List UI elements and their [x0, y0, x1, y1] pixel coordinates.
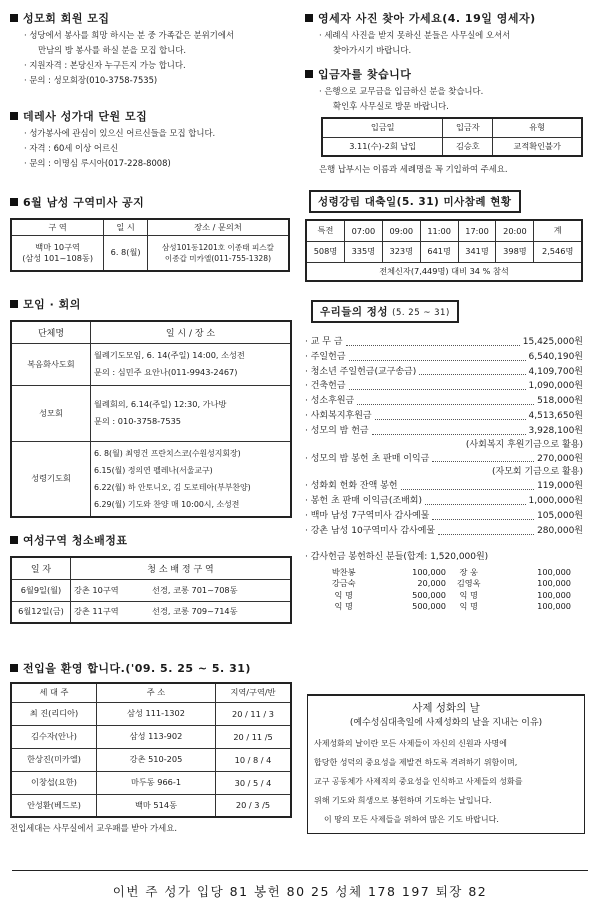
- offering-name: · 교 무 금: [305, 337, 343, 347]
- region: 10 / 8 / 4: [216, 748, 292, 771]
- square-bullet-icon: [10, 300, 18, 308]
- group-details: 6. 8(월) 최영건 프란치스코(수원성지회장) 6.15(월) 정의연 펠레나(서울교구) 6.22(월) 하 안토니오, 김 도로테아(부부찬양) 6.29(월) 기도와 찬양 매 10:00시, 소성전: [91, 441, 292, 517]
- choir-line: · 자격 : 60세 이상 어르신: [24, 143, 119, 153]
- header-cell: 일 시: [104, 219, 148, 235]
- header-cell: 일 자: [11, 557, 71, 579]
- group-name: 성모회: [11, 385, 91, 441]
- mens-mass-table: [10, 218, 290, 272]
- saints-day-title: 사제 성화의 날: [412, 702, 480, 714]
- offering-row: [305, 365, 583, 380]
- header-cell: 20:00: [496, 220, 534, 241]
- donor-amount: 100,000: [537, 589, 571, 600]
- recruit-line: · 지원자격 : 본당신자 누구든지 가능 합니다.: [24, 60, 186, 70]
- offering-row: [305, 335, 583, 350]
- meetings-title: 모임 · 회의: [10, 296, 292, 312]
- header-cell: 계: [534, 220, 582, 241]
- offering-row: [305, 350, 583, 365]
- donor-name: 익 명: [459, 601, 478, 612]
- header-cell: 청 소 배 정 구 역: [71, 557, 292, 579]
- donor-name: 강금숙: [331, 578, 356, 589]
- attendance-value: 508명: [306, 241, 344, 262]
- header-cell: 특전: [306, 220, 344, 241]
- header-cell: 지역/구역/반: [216, 683, 292, 702]
- offering-row: [305, 494, 583, 509]
- offering-amount: 4,513,650원: [528, 410, 583, 421]
- square-bullet-icon: [305, 14, 313, 22]
- cleaning-title: 여성구역 청소배정표: [10, 532, 292, 548]
- attendance-value: 398명: [496, 241, 534, 262]
- leader-dots: [432, 452, 534, 463]
- leader-dots: [375, 409, 526, 420]
- recruit-title: 성모회 회원 모집: [10, 10, 234, 26]
- recruit-line: · 성당에서 봉사를 희망 하시는 분 중 가족같은 분위기에서: [24, 30, 235, 40]
- header-cell: 입금일: [322, 118, 443, 137]
- leader-dots: [419, 365, 525, 376]
- square-bullet-icon: [10, 198, 18, 206]
- newcomers-section: [10, 660, 292, 836]
- donor-table: [321, 567, 571, 613]
- attendance-value: 2,546명: [534, 241, 582, 262]
- offering-name: · 봉헌 초 판매 이익금(조배회): [305, 496, 422, 507]
- header-cell: 09:00: [382, 220, 420, 241]
- offering-amount: 518,000원: [537, 396, 583, 407]
- offering-row: [305, 394, 583, 409]
- attendance-summary: 전체신자(7,449명) 대비 34 % 참석: [306, 262, 582, 281]
- recruit-line: 만남의 방 봉사를 하실 분을 모집 합니다.: [38, 45, 187, 55]
- depositor-table: [321, 117, 583, 157]
- donor-amount: 500,000: [412, 601, 446, 612]
- donor-name: 박찬봉: [331, 566, 356, 577]
- offering-name: · 건축헌금: [305, 381, 346, 392]
- depositor-name: 김승호: [443, 137, 493, 156]
- donor-amount: 500,000: [412, 589, 446, 600]
- deposit-type: 교적확인불가: [493, 137, 582, 156]
- leader-dots: [349, 379, 526, 390]
- attendance-value: 341명: [458, 241, 496, 262]
- donor-row: [321, 578, 571, 590]
- area-cell: 백마 10구역 (삼성 101~108동): [11, 235, 104, 271]
- date-cell: 6. 8(월): [104, 235, 148, 271]
- offering-list: [305, 335, 583, 539]
- offering-name: · 사회복지후원금: [305, 410, 372, 421]
- offering-name: · 성화회 헌화 잔액 봉헌: [305, 481, 398, 492]
- date-cell: 6월12일(금): [11, 601, 71, 623]
- footer-divider: [12, 870, 588, 871]
- attendance-value: 323명: [382, 241, 420, 262]
- newcomers-table: [10, 682, 292, 818]
- depositor-line: · 은행으로 교무금을 입금하신 분을 찾습니다.: [319, 86, 484, 96]
- donor-amount: 100,000: [537, 578, 571, 589]
- header-cell: 07:00: [344, 220, 382, 241]
- baptism-photo-line: · 세례식 사진을 받지 못하신 분들은 사무실에 오셔서: [319, 30, 511, 40]
- offering-name: · 성모의 밤 헌금: [305, 425, 369, 436]
- header-cell: 11:00: [420, 220, 458, 241]
- offering-amount: 6,540,190원: [528, 351, 583, 362]
- square-bullet-icon: [10, 536, 18, 544]
- saints-day-box: [307, 694, 585, 834]
- depositor-title: 입금자를 찾습니다: [305, 66, 583, 82]
- choir-section: [10, 108, 215, 171]
- hymn-footer: 이번 주 성가 입당 81 봉헌 80 25 성체 178 197 퇴장 82: [112, 884, 488, 899]
- newcomers-title: 전입을 환영 합니다.('09. 5. 25 ~ 5. 31): [10, 660, 292, 676]
- household-head: 한상진(미카엘): [11, 748, 97, 771]
- offering-row: [305, 524, 583, 539]
- donor-row: [321, 601, 571, 613]
- offering-row: [305, 509, 583, 524]
- cleaning-table: [10, 556, 292, 624]
- header-cell: 구 역: [11, 219, 104, 235]
- offering-amount: 15,425,000원: [522, 337, 583, 347]
- address: 마두동 966-1: [97, 771, 216, 794]
- building-cell: 선경, 코롱 709~714동: [149, 601, 291, 623]
- donor-row: [321, 590, 571, 602]
- meetings-section: [10, 296, 292, 518]
- donor-amount: 20,000: [417, 578, 446, 589]
- donor-name: 익 명: [459, 589, 478, 600]
- offering-name: · 성모의 밤 봉헌 초 판매 이익금: [305, 453, 430, 464]
- offering-row: [305, 379, 583, 394]
- saints-day-subtitle: (예수성심대축일에 사제성화의 날을 지내는 이유): [349, 718, 543, 728]
- square-bullet-icon: [10, 14, 18, 22]
- offering-row: [305, 452, 583, 467]
- offering-amount: 1,000,000원: [528, 496, 583, 507]
- mens-mass-title: 6월 남성 구역미사 공지: [10, 194, 290, 210]
- donor-row: [321, 567, 571, 579]
- area-cell: 강촌 10구역: [71, 579, 150, 601]
- attendance-value: 335명: [344, 241, 382, 262]
- address: 삼성 113-902: [97, 725, 216, 748]
- cleaning-section: [10, 532, 292, 624]
- offering-note: (사회복지 후원기금으로 활용): [465, 439, 583, 450]
- area-cell: 강촌 11구역: [71, 601, 150, 623]
- donor-name: 익 명: [334, 589, 353, 600]
- leader-dots: [438, 524, 534, 535]
- depositor-note: 은행 납부시는 이름과 세례명을 꼭 기입하여 주세요.: [319, 164, 508, 174]
- household-head: 김수자(안나): [11, 725, 97, 748]
- offering-row: [305, 424, 583, 439]
- offering-note: (자모회 기금으로 활용): [492, 467, 583, 478]
- leader-dots: [372, 424, 526, 435]
- header-cell: 유형: [493, 118, 582, 137]
- pentecost-section: [305, 190, 583, 282]
- header-cell: 장소 / 문의처: [147, 219, 289, 235]
- leader-dots: [432, 509, 534, 520]
- date-cell: 6월9일(월): [11, 579, 71, 601]
- building-cell: 선경, 코롱 701~708동: [149, 579, 291, 601]
- offering-name: · 주일헌금: [305, 351, 346, 362]
- depositor-line: 확인후 사무실로 방문 바랍니다.: [333, 101, 449, 111]
- depositor-section: [305, 66, 583, 177]
- offering-amount: 3,928,100원: [528, 425, 583, 436]
- choir-line: · 문의 : 이명심 루시아(017-228-8008): [24, 158, 171, 168]
- group-details: 월례회의, 6.14(주일) 12:30, 가나방 문의 : 010-3758-7535: [91, 385, 292, 441]
- group-name: 성령기도회: [11, 441, 91, 517]
- meetings-table: [10, 320, 292, 518]
- choir-title: 데레사 성가대 단원 모집: [10, 108, 215, 124]
- recruit-line: · 문의 : 성모회장(010-3758-7535): [24, 75, 158, 85]
- baptism-photo-line: 찾아가시기 바랍니다.: [333, 45, 412, 55]
- offering-amount: 105,000원: [537, 510, 583, 521]
- newcomers-note: 전입세대는 사무실에서 교우패를 받아 가세요.: [10, 823, 178, 833]
- offering-name: · 백마 남성 7구역미사 감사예물: [305, 510, 430, 521]
- region: 20 / 3 /5: [216, 794, 292, 817]
- offering-name: · 강촌 남성 10구역미사 감사예물: [305, 525, 436, 536]
- saints-day-body: 사제성화의 날이란 모든 사제들이 자신의 신원과 사명에 합당한 성덕의 중요성을 제발견 하도록 격려하기 위함이며, 교구 공동체가 사제직의 중요성을 인식하고 사제들의 성화를 위해 기도와 희생으로 봉헌하며 기도하는 날입니다. 이 땅의 모든 사제들을 위하여 많은 기도 바랍니다.: [314, 739, 523, 824]
- offerings-title: 우리들의 정성 (5. 25 ~ 31): [311, 300, 459, 323]
- offering-amount: 4,109,700원: [528, 366, 583, 377]
- attendance-value: 641명: [420, 241, 458, 262]
- region: 20 / 11 / 3: [216, 702, 292, 725]
- header-cell: 단체명: [11, 321, 91, 343]
- header-cell: 17:00: [458, 220, 496, 241]
- header-cell: 입금자: [443, 118, 493, 137]
- leader-dots: [357, 394, 534, 405]
- header-cell: 일 시 / 장 소: [91, 321, 292, 343]
- donor-amount: 100,000: [412, 566, 446, 577]
- recruit-section: [10, 10, 234, 88]
- mens-mass-section: [10, 194, 290, 272]
- square-bullet-icon: [305, 70, 313, 78]
- donor-amount: 100,000: [537, 601, 571, 612]
- address: 백마 514동: [97, 794, 216, 817]
- offering-name: · 성소후원금: [305, 396, 355, 407]
- leader-dots: [401, 479, 535, 490]
- pentecost-table: [305, 219, 583, 282]
- household-head: 이창섭(요한): [11, 771, 97, 794]
- header-cell: 주 소: [97, 683, 216, 702]
- donor-name: 장 웅: [459, 566, 478, 577]
- group-name: 복음화사도회: [11, 343, 91, 385]
- address: 삼성 111-1302: [97, 702, 216, 725]
- address: 강촌 510-205: [97, 748, 216, 771]
- offering-amount: 270,000원: [537, 453, 583, 464]
- region: 20 / 11 /5: [216, 725, 292, 748]
- offering-amount: 1,090,000원: [528, 381, 583, 392]
- offering-row: [305, 479, 583, 494]
- household-head: 안성환(베드로): [11, 794, 97, 817]
- leader-dots: [346, 335, 520, 346]
- pentecost-title: 성령강림 대축일(5. 31) 미사참례 현황: [309, 190, 521, 213]
- leader-dots: [349, 350, 526, 361]
- donor-name: 익 명: [334, 601, 353, 612]
- offerings-section: [305, 300, 583, 613]
- household-head: 최 진(리디아): [11, 702, 97, 725]
- offering-amount: 280,000원: [537, 525, 583, 536]
- offering-name: · 청소년 주일헌금(교구송금): [305, 366, 417, 377]
- baptism-photo-section: [305, 10, 536, 58]
- baptism-photo-title: 영세자 사진 찾아 가세요(4. 19일 영세자): [305, 10, 536, 26]
- deposit-date: 3.11(수)-2회 납입: [322, 137, 443, 156]
- choir-line: · 성가봉사에 관심이 있으신 어르신들을 모집 합니다.: [24, 128, 216, 138]
- leader-dots: [425, 494, 526, 505]
- region: 30 / 5 / 4: [216, 771, 292, 794]
- group-details: 월례기도모임, 6. 14(주일) 14:00, 소성전 문의 : 심민주 요안나(011-9943-2467): [91, 343, 292, 385]
- place-cell: 삼성101동1201호 이종태 피스칼 이종갑 미카엘(011-755-1328): [147, 235, 289, 271]
- square-bullet-icon: [10, 112, 18, 120]
- offering-row: [305, 409, 583, 424]
- header-cell: 세 대 주: [11, 683, 97, 702]
- donor-amount: 100,000: [537, 566, 571, 577]
- offering-amount: 119,000원: [537, 481, 583, 492]
- square-bullet-icon: [10, 664, 18, 672]
- thanks-title: · 감사헌금 봉헌하신 분들(합계: 1,520,000원): [305, 551, 489, 562]
- donor-name: 김영옥: [456, 578, 481, 589]
